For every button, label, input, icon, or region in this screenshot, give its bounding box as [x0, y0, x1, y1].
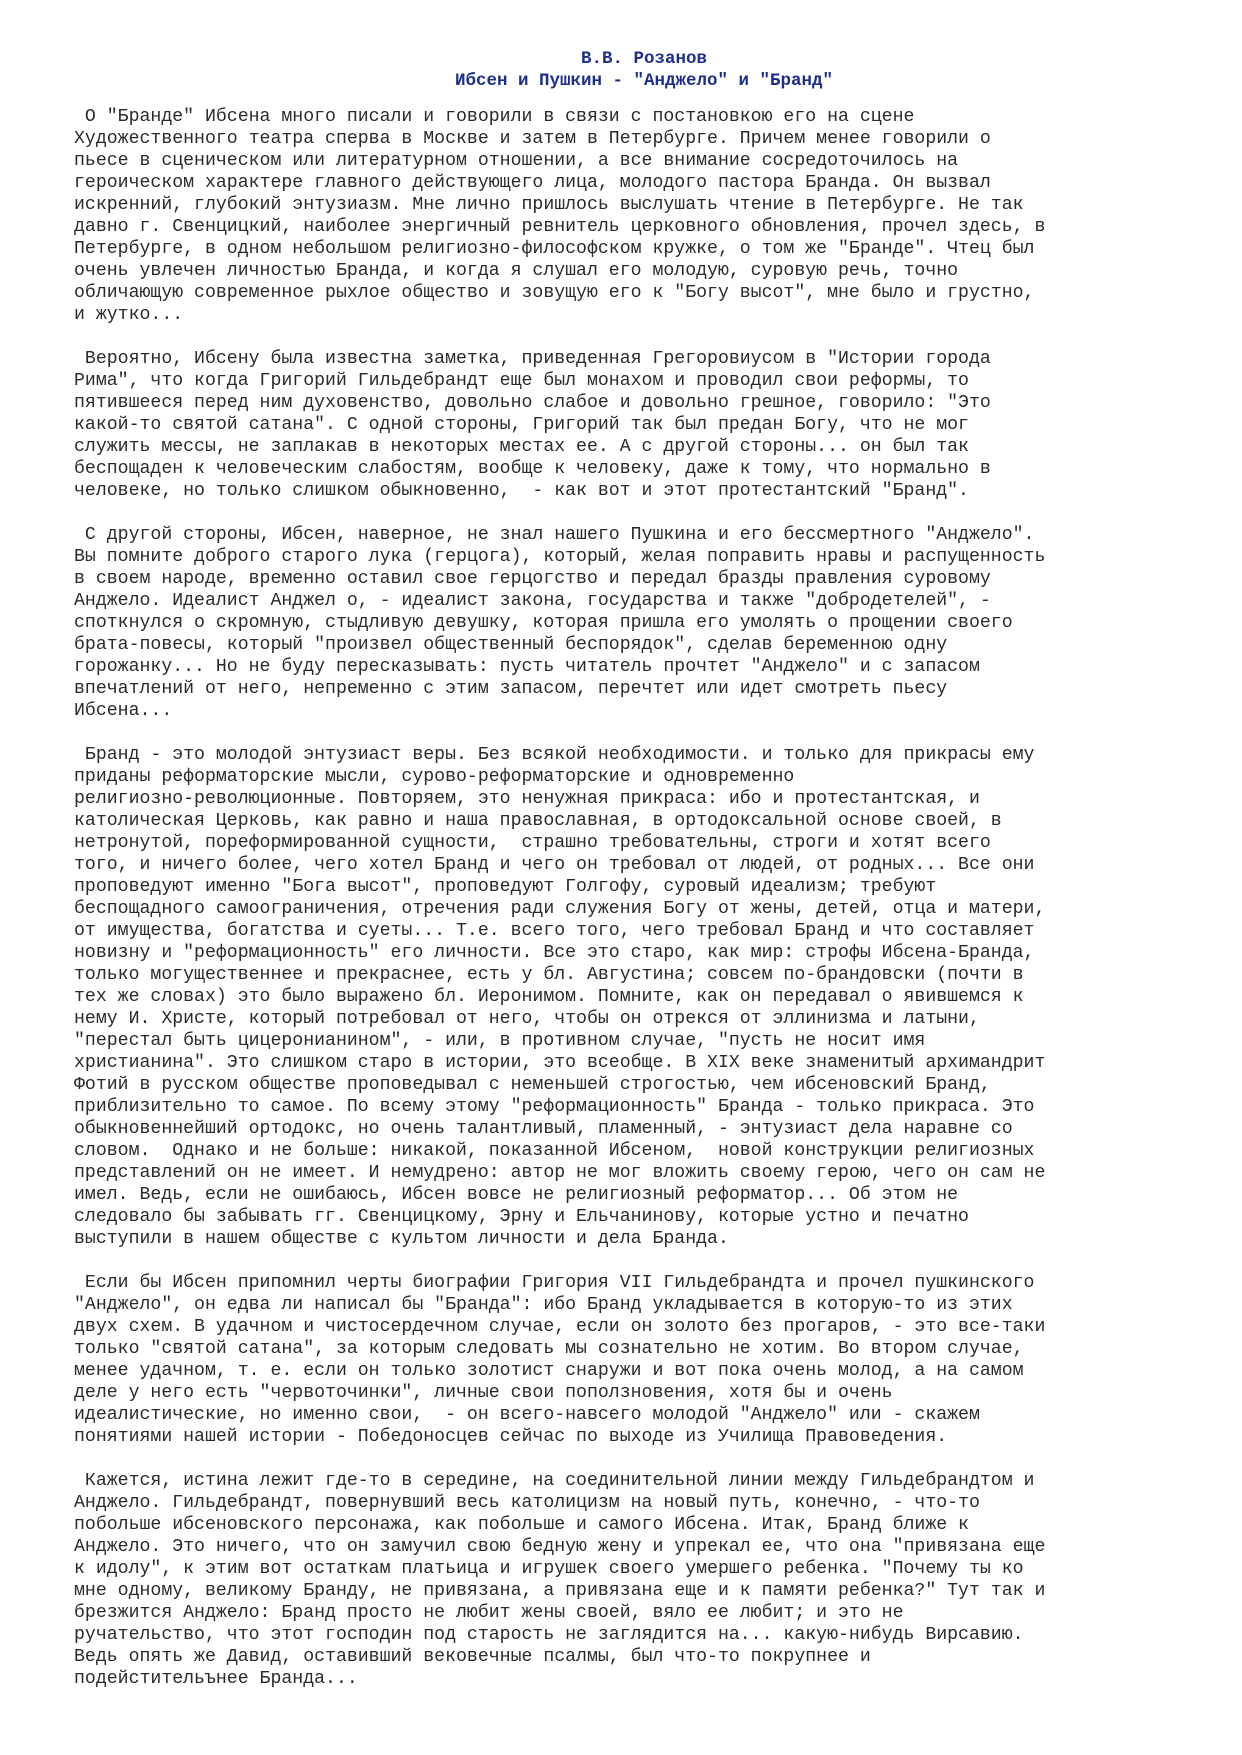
text-line: Петербурге, в одном небольшом религиозно-философском кружке, о том же "Бранде". Чтец был [74, 239, 1035, 259]
text-line: религиозно-революционные. Повторяем, это ненужная прикраса: ибо и протестантская, и [74, 789, 980, 809]
text-line: тех же словах) это было выражено бл. Иеронимом. Помните, как он передавал о явившемся к [74, 987, 1024, 1007]
text-line: выступили в нашем обществе с культом личности и дела Бранда. [74, 1229, 729, 1249]
text-line: человеке, но только слишком обыкновенно, - как вот и этот протестантский "Бранд". [74, 481, 969, 501]
text-line: Фотий в русском обществе проповедывал с неменьшей строгостью, чем ибсеновский Бранд, [74, 1075, 991, 1095]
text-line: деле у него есть "червоточинки", личные свои поползновения, хотя бы и очень [74, 1383, 893, 1403]
text-line: понятиями нашей истории - Победоносцев сейчас по выходе из Училища Правоведения. [74, 1427, 948, 1447]
text-line: Анджело. Это ничего, что он замучил свою бедную жену и упрекал ее, что она "привязана еще [74, 1537, 1046, 1557]
text-line: "Анджело", он едва ли написал бы "Бранда": ибо Бранд укладывается в которую-то из этих [74, 1295, 1013, 1315]
text-line: представлений он не имеет. И немудрено: автор не мог вложить своему герою, чего он сам не [74, 1163, 1046, 1183]
text-line: побольше ибсеновского персонажа, как побольше и самого Ибсена. Итак, Бранд ближе к [74, 1515, 969, 1535]
text-line: Ибсена... [74, 701, 173, 721]
text-line: Художественного театра сперва в Москве и затем в Петербурге. Причем менее говорили о [74, 129, 991, 149]
text-line: Анджело. Идеалист Анджел о, - идеалист закона, государства и также "добродетелей", - [74, 591, 991, 611]
text-line: Кажется, истина лежит где-то в середине, на соединительной линии между Гильдебрандтом и [74, 1471, 1035, 1491]
article-body [74, 106, 1194, 1690]
text-line: споткнулся о скромную, стыдливую девушку, которая пришла его умолять о прощении своего [74, 613, 1013, 633]
text-line: пятившееся перед ним духовенство, довольно слабое и довольно грешное, говорило: "Это [74, 393, 991, 413]
text-line: ручательство, что этот господин под старость не заглядится на... какую-нибудь Вирсавию. [74, 1625, 1024, 1645]
text-line: двух схем. В удачном и чистосердечном случае, если он золото без прогаров, - это все-таки [74, 1317, 1046, 1337]
text-line: идеалистические, но именно свои, - он всего-навсего молодой "Анджело" или - скажем [74, 1405, 980, 1425]
text-line: нему И. Христе, который потребовал от него, чтобы он отрекся от эллинизма и латыни, [74, 1009, 980, 1029]
text-line: Вероятно, Ибсену была известна заметка, приведенная Грегоровиусом в "Истории города [74, 349, 991, 369]
text-line: только могущественнее и прекраснее, есть у бл. Августина; совсем по-брандовски (почти в [74, 965, 1024, 985]
text-line: искренний, глубокий энтузиазм. Мне лично пришлось выслушать чтение в Петербурге. Не так [74, 195, 1024, 215]
text-line: служить мессы, не заплакав в некоторых местах ее. А с другой стороны... он был так [74, 437, 969, 457]
text-line: брата-повесы, который "произвел общественный беспорядок", сделав беременною одну [74, 635, 948, 655]
text-line: беспощаден к человеческим слабостям, вообще к человеку, даже к тому, что нормально в [74, 459, 991, 479]
text-line: обличающую современное рыхлое общество и зовущую его к "Богу высот", мне было и грустно, [74, 283, 1035, 303]
text-line: приданы реформаторские мысли, сурово-реформаторские и одновременно [74, 767, 795, 787]
text-line: героическом характере главного действующего лица, молодого пастора Бранда. Он вызвал [74, 173, 991, 193]
text-line: имел. Ведь, если не ошибаюсь, Ибсен вовсе не религиозный реформатор... Об этом не [74, 1185, 959, 1205]
text-line: новизну и "реформационность" его личности. Все это старо, как мир: строфы Ибсена-Бранда, [74, 943, 1035, 963]
author-name: В.В. Розанов [580, 49, 708, 69]
text-line: подейстительънее Бранда... [74, 1669, 358, 1689]
text-line: словом. Однако и не больше: никакой, показанной Ибсеном, новой конструкции религиозных [74, 1141, 1035, 1161]
text-line: католическая Церковь, как равно и наша православная, в ортодоксальной основе своей, в [74, 811, 1002, 831]
text-line: обыкновеннейший ортодокс, но очень талантливый, пламенный, - энтузиаст дела наравне со [74, 1119, 1013, 1139]
text-line: Анджело. Гильдебрандт, повернувший весь католицизм на новый путь, конечно, - что-то [74, 1493, 980, 1513]
text-line: давно г. Свенцицкий, наиболее энергичный ревнитель церковного обновления, прочел здесь, в [74, 217, 1046, 237]
text-line: О "Бранде" Ибсена много писали и говорили в связи с постановкою его на сцене [74, 107, 915, 127]
text-line: беспощадного самоограничения, отречения ради служения Богу от жены, детей, отца и матери, [74, 899, 1046, 919]
text-line: проповедуют именно "Бога высот", проповедуют Голгофу, суровый идеализм; требуют [74, 877, 937, 897]
text-line: очень увлечен личностью Бранда, и когда я слушал его молодую, суровую речь, точно [74, 261, 959, 281]
text-line: к идолу", к этим вот остаткам платьица и игрушек своего умершего ребенка. "Почему ты ко [74, 1559, 1024, 1579]
paragraph [74, 744, 1194, 1250]
text-line: следовало бы забывать гг. Свенцицкому, Эрну и Ельчанинову, которые устно и печатно [74, 1207, 969, 1227]
paragraph [74, 1470, 1194, 1690]
text-line: от имущества, богатства и суеты... Т.е. всего того, чего требовал Бранд и что составляет [74, 921, 1035, 941]
paragraph [74, 348, 1194, 502]
text-line: брезжится Анджело: Бранд просто не любит жены своей, вяло ее любит; и это не [74, 1603, 904, 1623]
text-line: впечатлений от него, непременно с этим запасом, перечтет или идет смотреть пьесу [74, 679, 948, 699]
document-page [74, 48, 1194, 1712]
text-line: Вы помните доброго старого лука (герцога), который, желая поправить нравы и распущенность [74, 547, 1046, 567]
article-title: Ибсен и Пушкин - "Анджело" и "Бранд" [454, 71, 834, 91]
text-line: мне одному, великому Бранду, не привязана, а привязана еще и к памяти ребенка?" Тут так и [74, 1581, 1046, 1601]
text-line: только "святой сатана", за которым следовать мы сознательно не хотим. Во втором случае, [74, 1339, 1024, 1359]
text-line: в своем народе, временно оставил свое герцогство и передал бразды правления суровому [74, 569, 991, 589]
text-line: Ведь опять же Давид, оставивший вековечные псалмы, был что-то покрупнее и [74, 1647, 871, 1667]
text-line: менее удачном, т. е. если он только золотист снаружи и вот пока очень молод, а на самом [74, 1361, 1024, 1381]
text-line: "перестал быть цицеронианином", - или, в противном случае, "пусть не носит имя [74, 1031, 926, 1051]
paragraph [74, 106, 1194, 326]
text-line: Рима", что когда Григорий Гильдебрандт еще был монахом и проводил свои реформы, то [74, 371, 969, 391]
paragraph [74, 1272, 1194, 1448]
text-line: христианина". Это слишком старо в истории, это всеобще. В XIX веке знаменитый архимандрит [74, 1053, 1046, 1073]
paragraph [74, 524, 1194, 722]
text-line: того, и ничего более, чего хотел Бранд и чего он требовал от людей, от родных... Все они [74, 855, 1035, 875]
text-line: Бранд - это молодой энтузиаст веры. Без всякой необходимости. и только для прикрасы ему [74, 745, 1035, 765]
document-header [74, 48, 1194, 92]
text-line: горожанку... Но не буду пересказывать: пусть читатель прочтет "Анджело" и с запасом [74, 657, 980, 677]
text-line: какой-то святой сатана". С одной стороны, Григорий так был предан Богу, что не мог [74, 415, 969, 435]
text-line: нетронутой, пореформированной сущности, страшно требовательны, строги и хотят всего [74, 833, 991, 853]
text-line: Если бы Ибсен припомнил черты биографии Григория VII Гильдебрандта и прочел пушкинского [74, 1273, 1035, 1293]
text-line: С другой стороны, Ибсен, наверное, не знал нашего Пушкина и его бессмертного "Анджело". [74, 525, 1035, 545]
text-line: пьесе в сценическом или литературном отношении, а все внимание сосредоточилось на [74, 151, 959, 171]
text-line: и жутко... [74, 305, 184, 325]
text-line: приблизительно то самое. По всему этому "реформационность" Бранда - только прикраса. Это [74, 1097, 1035, 1117]
